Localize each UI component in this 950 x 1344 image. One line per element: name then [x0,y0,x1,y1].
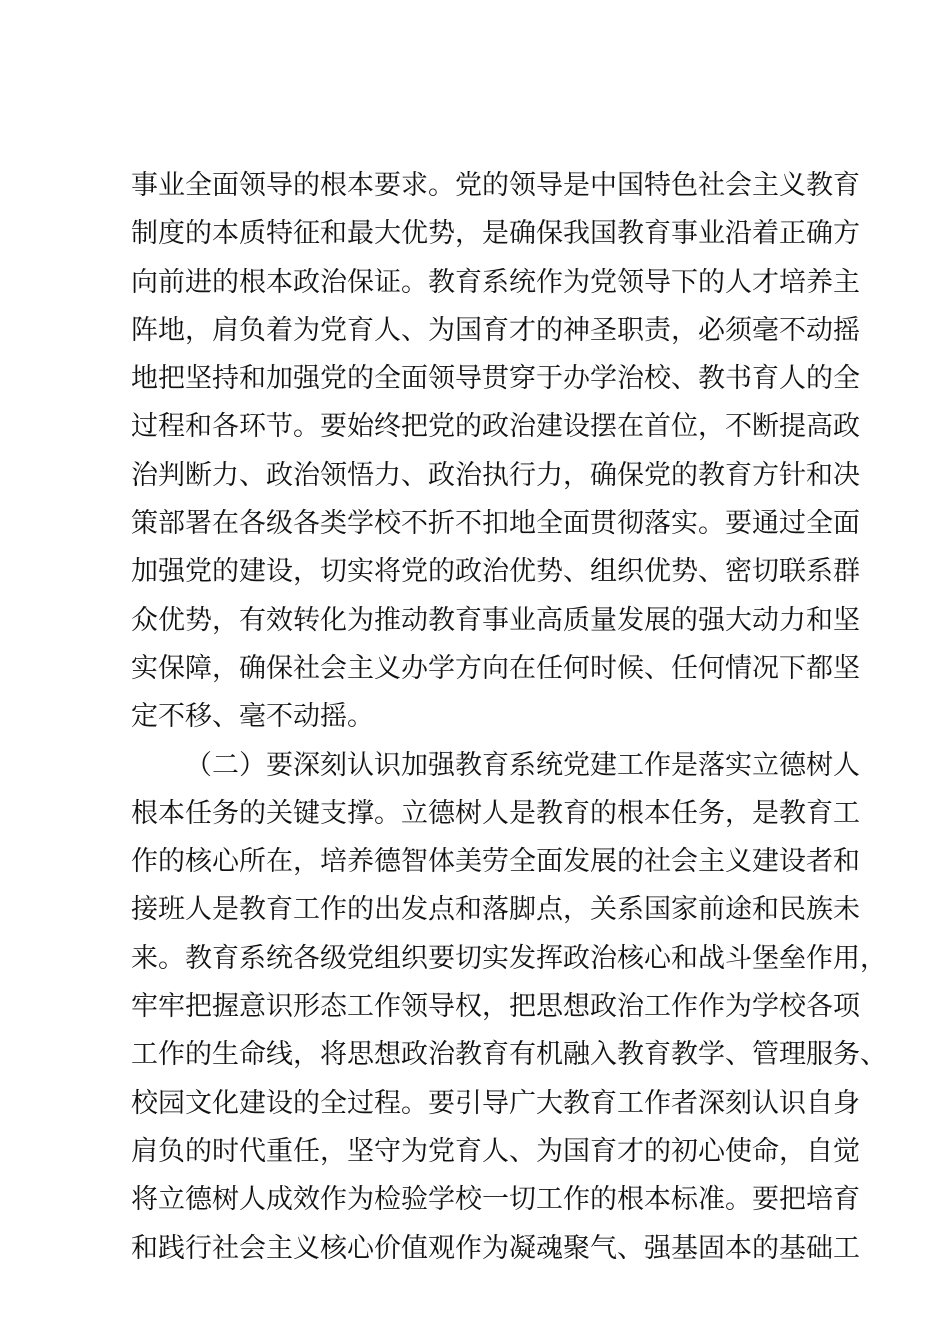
text-line: 工作的生命线，将思想政治教育有机融入教育教学、管理服务、 [131,1039,887,1071]
text-line: 治判断力、政治领悟力、政治执行力，确保党的教育方针和决 [131,459,860,491]
text-line: 地把坚持和加强党的全面领导贯穿于办学治校、教书育人的全 [131,363,860,395]
text-line: 众优势，有效转化为推动教育事业高质量发展的强大动力和坚 [131,604,860,636]
text-line: 事业全面领导的根本要求。党的领导是中国特色社会主义教育 [131,170,860,201]
text-line: 制度的本质特征和最大优势，是确保我国教育事业沿着正确方 [131,218,860,250]
text-line: 过程和各环节。要始终把党的政治建设摆在首位，不断提高政 [131,411,860,443]
text-line: 策部署在各级各类学校不折不扣地全面贯彻落实。要通过全面 [131,508,860,540]
text-line: 将立德树人成效作为检验学校一切工作的根本标准。要把培育 [131,1184,860,1216]
text-line: 接班人是教育工作的出发点和落脚点，关系国家前途和民族未 [131,894,860,926]
body-text [131,162,887,1273]
text-line: 根本任务的关键支撑。立德树人是教育的根本任务，是教育工 [131,797,860,829]
text-line: 校园文化建设的全过程。要引导广大教育工作者深刻认识自身 [131,1087,860,1119]
section-heading-line: （二）要深刻认识加强教育系统党建工作是落实立德树人 [185,749,860,781]
text-line: 来。教育系统各级党组织要切实发挥政治核心和战斗堡垒作用， [131,942,887,974]
text-line: 和践行社会主义核心价值观作为凝魂聚气、强基固本的基础工 [131,1232,860,1264]
text-line: 实保障，确保社会主义办学方向在任何时候、任何情况下都坚 [131,652,860,684]
paragraph-end-line: 定不移、毫不动摇。 [131,701,374,733]
text-line: 向前进的根本政治保证。教育系统作为党领导下的人才培养主 [131,266,860,298]
text-line: 牢牢把握意识形态工作领导权，把思想政治工作作为学校各项 [131,991,860,1023]
text-line: 作的核心所在，培养德智体美劳全面发展的社会主义建设者和 [131,846,860,878]
text-line: 阵地，肩负着为党育人、为国育才的神圣职责，必须毫不动摇 [131,314,860,346]
text-line: 肩负的时代重任，坚守为党育人、为国育才的初心使命，自觉 [131,1135,860,1167]
text-line: 加强党的建设，切实将党的政治优势、组织优势、密切联系群 [131,556,860,588]
